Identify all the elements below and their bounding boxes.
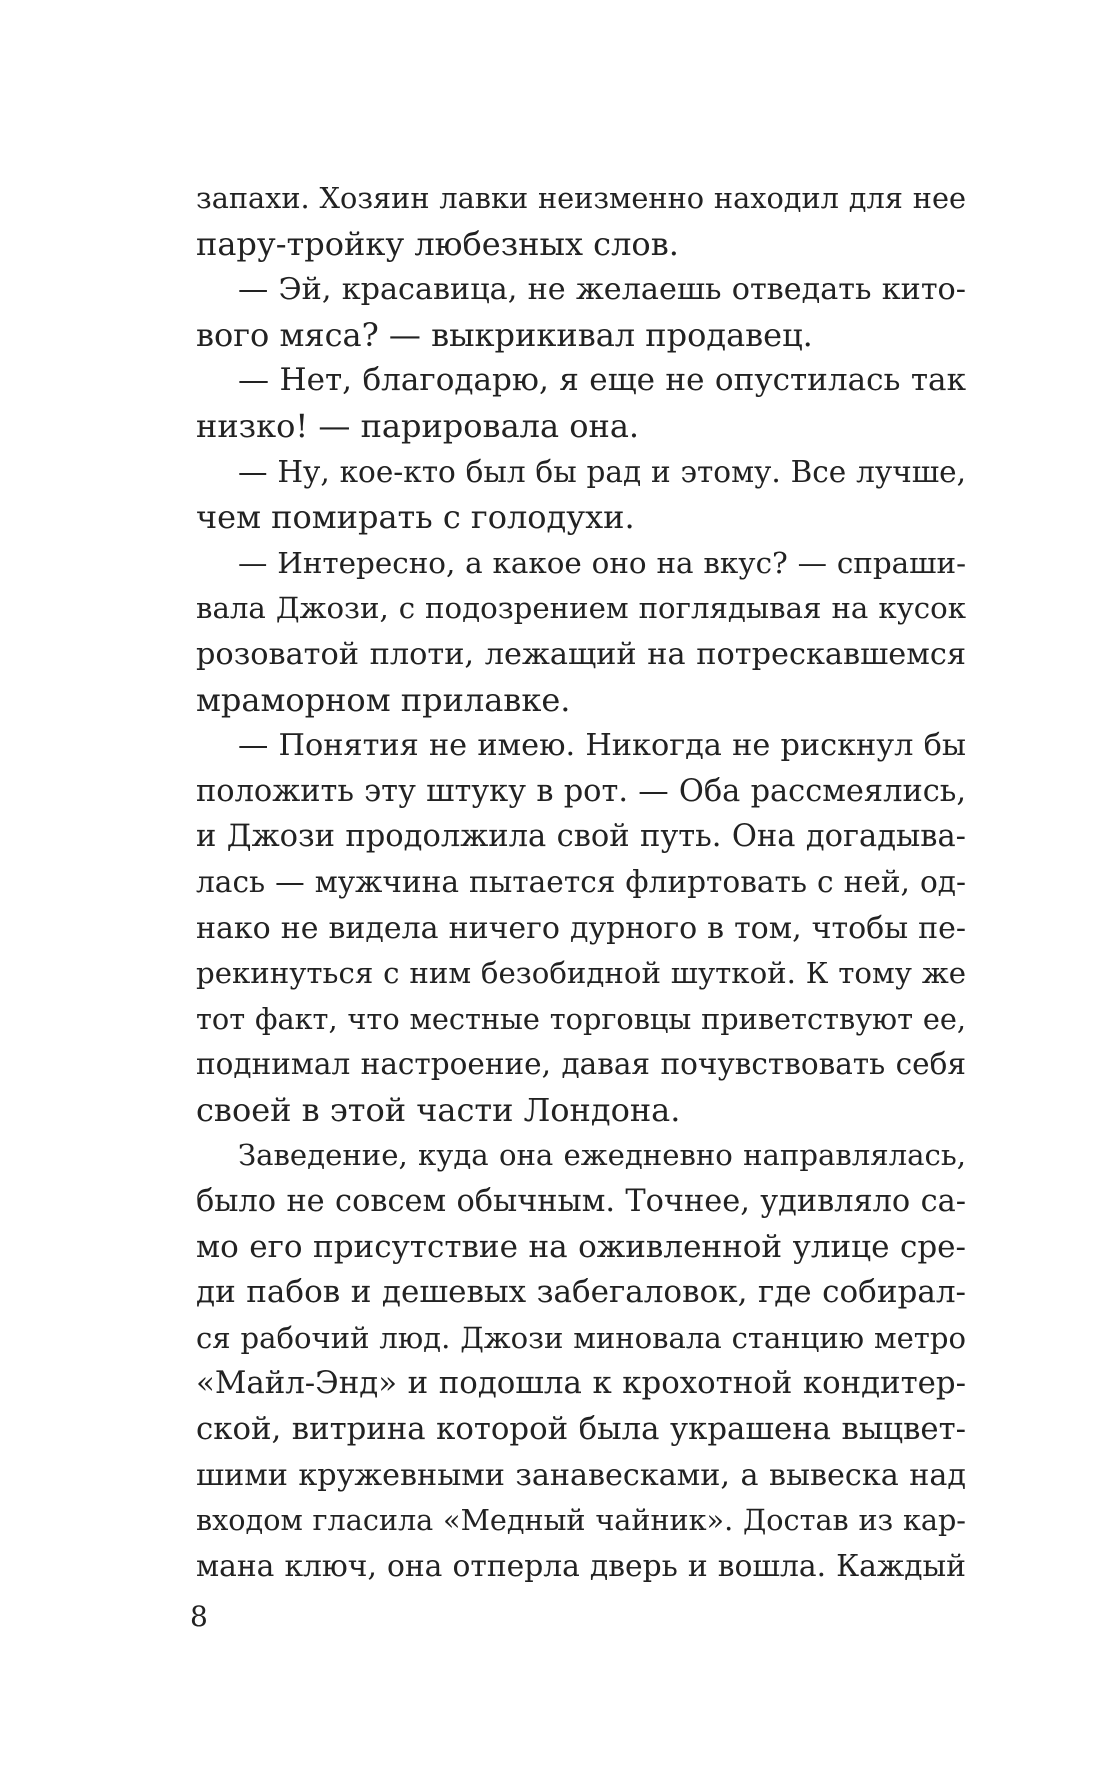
text-line: ской, витрина которой была украшена выцвет- [196, 1411, 966, 1448]
text-line: мо его присутствие на оживленной улице сре- [196, 1228, 966, 1265]
text-line: вала Джози, с подозрением поглядывая на кусок [196, 591, 966, 626]
text-line: — Эй, красавица, не желаешь отведать кито- [238, 272, 966, 308]
text-line: ди пабов и дешевых забегаловок, где собирал- [196, 1274, 966, 1311]
text-line: низко! — парировала она. [196, 406, 640, 445]
text-line: запахи. Хозяин лавки неизменно находил для нее [196, 181, 966, 215]
text-line: розоватой плоти, лежащий на потрескавшемся [196, 636, 966, 672]
text-line: своей в этой части Лондона. [196, 1090, 681, 1129]
text-line: «Майл-Энд» и подошла к крохотной кондитер- [196, 1365, 966, 1402]
text-line: — Ну, кое-кто был бы рад и этому. Все лучше, [238, 454, 966, 489]
text-line: было не совсем обычным. Точнее, удивляло са- [196, 1184, 966, 1220]
text-line: вого мяса? — выкрикивал продавец. [196, 315, 813, 354]
text-line: шими кружевными занавесками, а вывеска над [196, 1457, 966, 1493]
page-number: 8 [190, 1600, 208, 1633]
text-line: нако не видела ничего дурного в том, чтобы пе- [196, 910, 966, 946]
text-line: поднимал настроение, давая почувствовать себя [196, 1047, 966, 1082]
text-line: тот факт, что местные торговцы приветствуют ее, [196, 1001, 966, 1036]
text-line: чем помирать с голодухи. [196, 498, 635, 537]
text-line: ся рабочий люд. Джози миновала станцию метро [196, 1320, 966, 1355]
text-line: положить эту штуку в рот. — Оба рассмеялись, [196, 773, 966, 809]
text-line: лась — мужчина пытается флиртовать с ней, од- [196, 864, 966, 899]
text-line: рекинуться с ним безобидной шуткой. К тому же [196, 956, 966, 991]
text-line: — Понятия не имею. Никогда не рискнул бы [238, 728, 966, 764]
text-line: мраморном прилавке. [196, 680, 571, 719]
text-line: входом гласила «Медный чайник». Достав из кар- [196, 1503, 966, 1538]
text-line: — Интересно, а какое оно на вкус? — спраши- [238, 545, 966, 580]
text-line: Заведение, куда она ежедневно направлялась, [238, 1138, 966, 1173]
text-line: мана ключ, она отперла дверь и вошла. Каждый [196, 1548, 966, 1584]
text-line: пару-тройку любезных слов. [196, 224, 679, 263]
body-text [196, 176, 966, 1589]
text-line: — Нет, благодарю, я еще не опустилась так [238, 362, 966, 399]
text-line: и Джози продолжила свой путь. Она догадыва- [196, 819, 966, 855]
